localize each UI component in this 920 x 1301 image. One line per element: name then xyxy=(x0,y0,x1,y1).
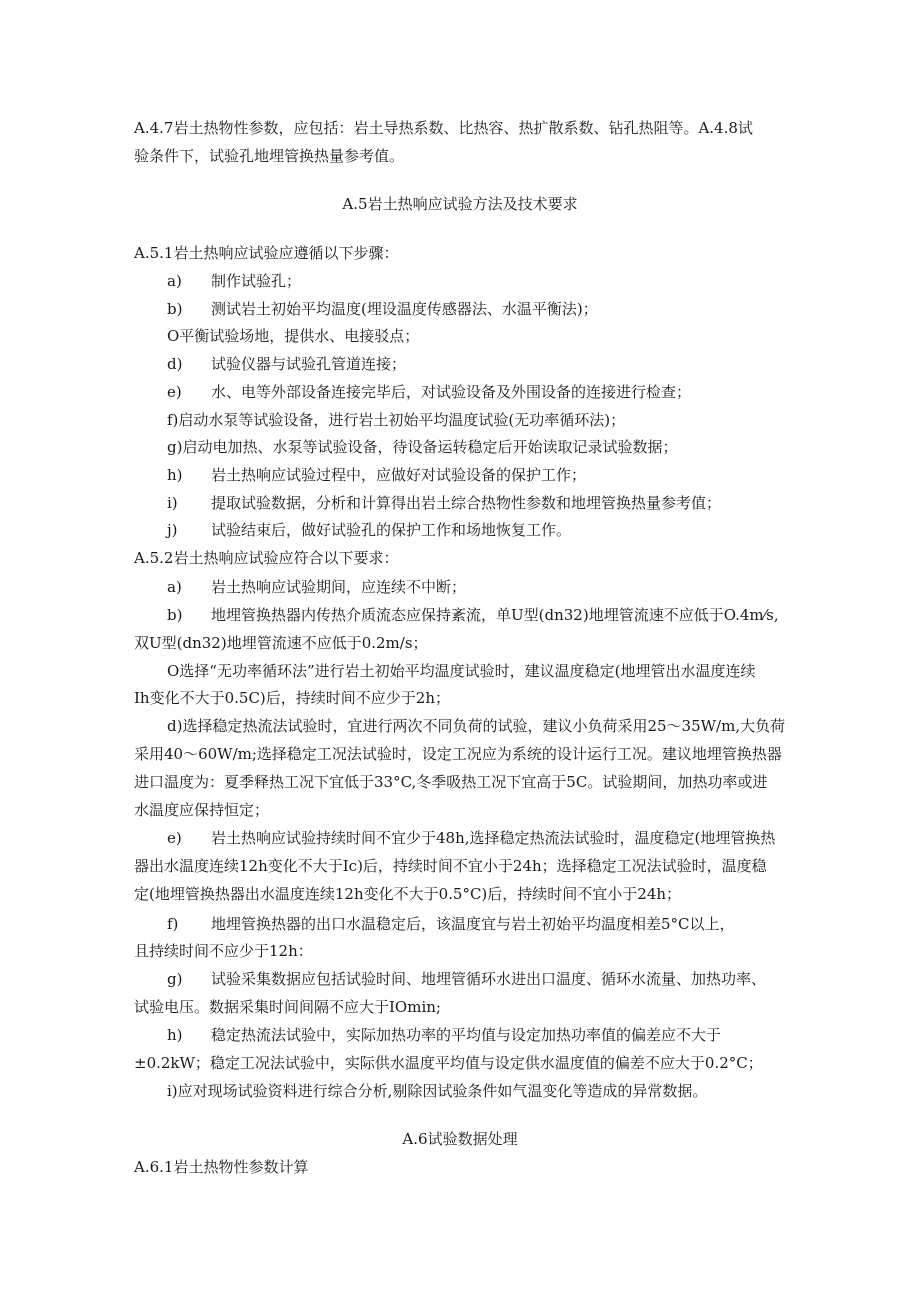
a52-d-line-2: 采用40～60W/m;选择稳定工况法试验时，设定工况应为系统的设计运行工况。建议地埋管换热器 xyxy=(134,745,782,763)
a51-h-marker: h) xyxy=(167,466,183,484)
a51-g-line: g)启动电加热、水泵等试验设备，待设备运转稳定后开始读取记录试验数据； xyxy=(167,438,678,456)
a52-a-text: 岩土热响应试验期间，应连续不中断； xyxy=(211,578,467,596)
a51-b-marker: b) xyxy=(167,300,183,318)
a52-f-text: 地埋管换热器的出口水温稳定后，该温度宜与岩土初始平均温度相差5°C以上， xyxy=(211,915,735,933)
a51-heading: A.5.1岩土热响应试验应遵循以下步骤： xyxy=(134,244,399,262)
a52-i-line: i)应对现场试验资料进行综合分析,剔除因试验条件如气温变化等造成的异常数据。 xyxy=(167,1082,708,1100)
a52-b-marker: b) xyxy=(167,606,183,624)
a51-i-text: 提取试验数据，分析和计算得出岩土综合热物性参数和地埋管换热量参考值； xyxy=(211,494,722,512)
a52-e-line-2: 器出水温度连续12h变化不大于Ic)后，持续时间不宜小于24h；选择稳定工况法试验时，温度稳 xyxy=(134,857,767,875)
a52-d-line-4: 水温度应保持恒定； xyxy=(134,801,270,819)
a51-a-marker: a) xyxy=(167,272,182,290)
a61-heading: A.6.1岩土热物性参数计算 xyxy=(134,1158,309,1176)
a51-j-marker: j) xyxy=(167,521,178,539)
a52-heading: A.5.2岩土热响应试验应符合以下要求： xyxy=(134,549,399,567)
a52-g-text: 试验采集数据应包括试验时间、地埋管循环水进出口温度、循环水流量、加热功率、 xyxy=(211,970,767,988)
a52-a-marker: a) xyxy=(167,578,182,596)
a52-c-line-2: Ih变化不大于0.5C)后，持续时间不应少于2h； xyxy=(134,689,450,707)
a51-d-text: 试验仪器与试验孔管道连接； xyxy=(211,355,407,373)
a52-h-continuation: ±0.2kW；稳定工况法试验中，实际供水温度平均值与设定供水温度值的偏差不应大于0.2°C； xyxy=(134,1054,763,1072)
a52-g-marker: g) xyxy=(167,970,183,988)
a51-b-text: 测试岩土初始平均温度(埋设温度传感器法、水温平衡法)； xyxy=(211,300,598,318)
a52-g-continuation: 试验电压。数据采集时间间隔不应大于IOmin; xyxy=(134,998,441,1016)
a51-a-text: 制作试验孔； xyxy=(211,272,302,290)
a51-e-marker: e) xyxy=(167,383,182,401)
a52-c-line-1: O选择“无功率循环法”进行岩土初始平均温度试验时，建议温度稳定(地埋管出水温度连续 xyxy=(167,662,756,680)
a51-i-marker: i) xyxy=(167,494,178,512)
a52-e-marker: e) xyxy=(167,829,182,847)
a47-line-2: 验条件下，试验孔地埋管换热量参考值。 xyxy=(134,147,405,165)
a52-h-marker: h) xyxy=(167,1026,183,1044)
a52-e-text: 岩土热响应试验持续时间不宜少于48h,选择稳定热流法试验时，温度稳定(地埋管换热 xyxy=(211,829,776,847)
section-a5-title: A.5岩土热响应试验方法及技术要求 xyxy=(342,195,578,213)
a52-d-line-3: 进口温度为：夏季释热工况下宜低于33°C,冬季吸热工况下宜高于5C。试验期间，加热功率或进 xyxy=(134,773,768,791)
a52-f-continuation: 且持续时间不应少于12h： xyxy=(134,942,313,960)
a51-j-text: 试验结束后，做好试验孔的保护工作和场地恢复工作。 xyxy=(211,521,572,539)
a52-h-text: 稳定热流法试验中，实际加热功率的平均值与设定加热功率值的偏差应不大于 xyxy=(211,1026,722,1044)
a52-f-marker: f) xyxy=(167,915,179,933)
a52-b-continuation: 双U型(dn32)地埋管流速不应低于0.2m/s； xyxy=(134,634,428,652)
a52-e-line-3: 定(地埋管换热器出水温度连续12h变化不大于0.5°C)后，持续时间不宜小于24h； xyxy=(134,885,682,903)
a51-e-text: 水、电等外部设备连接完毕后，对试验设备及外围设备的连接进行检查； xyxy=(211,383,692,401)
a51-f-line: f)启动水泵等试验设备，进行岩土初始平均温度试验(无功率循环法)； xyxy=(167,411,626,429)
a51-d-marker: d) xyxy=(167,355,183,373)
a52-d-line-1: d)选择稳定热流法试验时，宜进行两次不同负荷的试验，建议小负荷采用25～35W/m,大负荷 xyxy=(167,717,786,735)
section-a6-title: A.6试验数据处理 xyxy=(402,1130,518,1148)
a51-c-line: O平衡试验场地，提供水、电接驳点； xyxy=(167,327,420,345)
a51-h-text: 岩土热响应试验过程中，应做好对试验设备的保护工作； xyxy=(211,466,587,484)
a52-b-text: 地埋管换热器内传热介质流态应保持紊流，单U型(dn32)地埋管流速不应低于O.4m⁄s, xyxy=(211,606,779,624)
a47-line-1: A.4.7岩土热物性参数，应包括：岩土导热系数、比热容、热扩散系数、钻孔热阻等。A.4.8试 xyxy=(134,119,753,137)
